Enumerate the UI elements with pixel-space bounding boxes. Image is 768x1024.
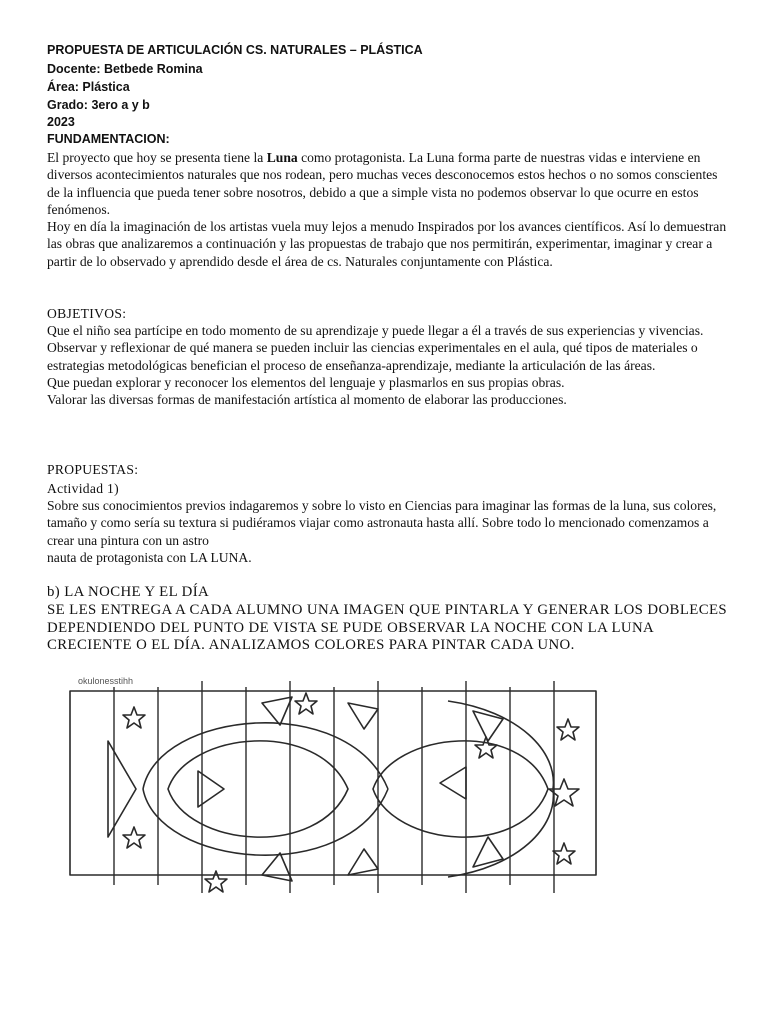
objetivo-item: Que puedan explorar y reconocer los elementos del lenguaje y plasmarlos en sus propias obras. — [47, 374, 565, 390]
year-line: 2023 — [47, 115, 75, 129]
outer-frame — [70, 691, 596, 875]
ray-top-left — [262, 697, 292, 725]
moon-arc-top — [143, 723, 388, 789]
crescent-arc — [448, 701, 553, 877]
objetivo-item: Valorar las diversas formas de manifestación artística al momento de elaborar las producciones. — [47, 392, 567, 408]
fundamentacion-text — [47, 149, 727, 270]
moon-sun-illustration — [48, 671, 604, 903]
activity1-text: Sobre sus conocimientos previos indagaremos y sobre lo visto en Ciencias para imaginar las formas de la luna, sus colores, tamaño y como sería su textura si pudiéramos viajar como astronauta hasta allí. Sobre todo lo mencionado comenzamos a crear una pintura con un astro nauta de protagonista con LA LUNA. — [47, 498, 717, 565]
teacher-line: Docente: Betbede Romina — [47, 62, 203, 76]
objetivos-heading: OBJETIVOS: — [47, 306, 127, 321]
activity1-label: Actividad 1) — [47, 481, 119, 496]
sun-face-left — [168, 741, 348, 837]
star — [295, 693, 317, 714]
luna-emphasis: Luna — [266, 150, 298, 165]
fundamentacion-paragraph-2: Hoy en día la imaginación de los artistas vuela muy lejos a menudo Inspirados por los avances científicos. Así lo demuestran las obras que analizaremos a continuación y las propuestas de trabajo que nos permitirán, experimentar, imaginar y crear a partir de lo observado y aprendido desde el área de cs. Naturales conjuntamente con Plástica. — [47, 219, 727, 269]
ray-bottom-left — [262, 853, 292, 881]
objetivo-item: Observar y reflexionar de qué manera se pueden incluir las ciencias experimentales en el aula, qué tipos de materiales o estrategias metodológicas benefician el proceso de enseñanza-aprendizaje, mediante la articulación de las áreas. — [47, 340, 698, 373]
fundamentacion-paragraph-1: El proyecto que hoy se presenta tiene la Luna como protagonista. La Luna forma parte de nuestras vidas e interviene en diversos acontecimientos naturales que nos rodean, pero muchas veces desconocemos estos hechos o no somos conscientes de la influencia que pueda tener sobre nosotros, debido a que a simple vista no podemos observar lo que ocurre en estos fenómenos. — [47, 150, 718, 217]
drawing-strokes — [70, 691, 596, 892]
star — [475, 737, 497, 758]
objetivo-item: Que el niño sea partícipe en todo momento de su aprendizaje y puede llegar a él a través de sus experiencias y vivencias. — [47, 323, 704, 338]
star — [557, 719, 579, 740]
activity-b-label: b) LA NOCHE Y EL DÍA — [47, 584, 210, 600]
activity-b-text: SE LES ENTREGA A CADA ALUMNO UNA IMAGEN QUE PINTARLA Y GENERAR LOS DOBLECES DEPENDIENDO DEL PUNTO DE VISTA SE PUDE OBSERVAR LA NOCHE CON LA LUNA CRECIENTE O EL DÍA. ANALIZAMOS COLORES PARA PINTAR CADA UNO. — [47, 602, 728, 653]
area-line: Área: Plástica — [47, 80, 130, 94]
fundamentacion-heading: FUNDAMENTACION: — [47, 132, 170, 146]
moon-arc-bottom — [143, 789, 388, 855]
ray-right — [440, 767, 466, 799]
grade-line: Grado: 3ero a y b — [47, 98, 150, 112]
ray-top-mid — [348, 703, 378, 729]
document-title: PROPUESTA DE ARTICULACIÓN CS. NATURALES – PLÁSTICA — [47, 43, 423, 57]
fold-strips — [114, 681, 554, 893]
folding-moon-sun-drawing — [48, 671, 604, 903]
ray-far-left — [108, 741, 136, 837]
propuestas-heading: PROPUESTAS: — [47, 462, 139, 477]
star — [123, 827, 145, 848]
ray-bottom-mid — [348, 849, 378, 875]
star — [123, 707, 145, 728]
objetivos-list — [47, 322, 727, 408]
star — [553, 843, 575, 864]
star — [205, 871, 227, 892]
sun-face-right — [373, 741, 548, 837]
illustration-watermark: okulonesstihh — [78, 676, 134, 686]
